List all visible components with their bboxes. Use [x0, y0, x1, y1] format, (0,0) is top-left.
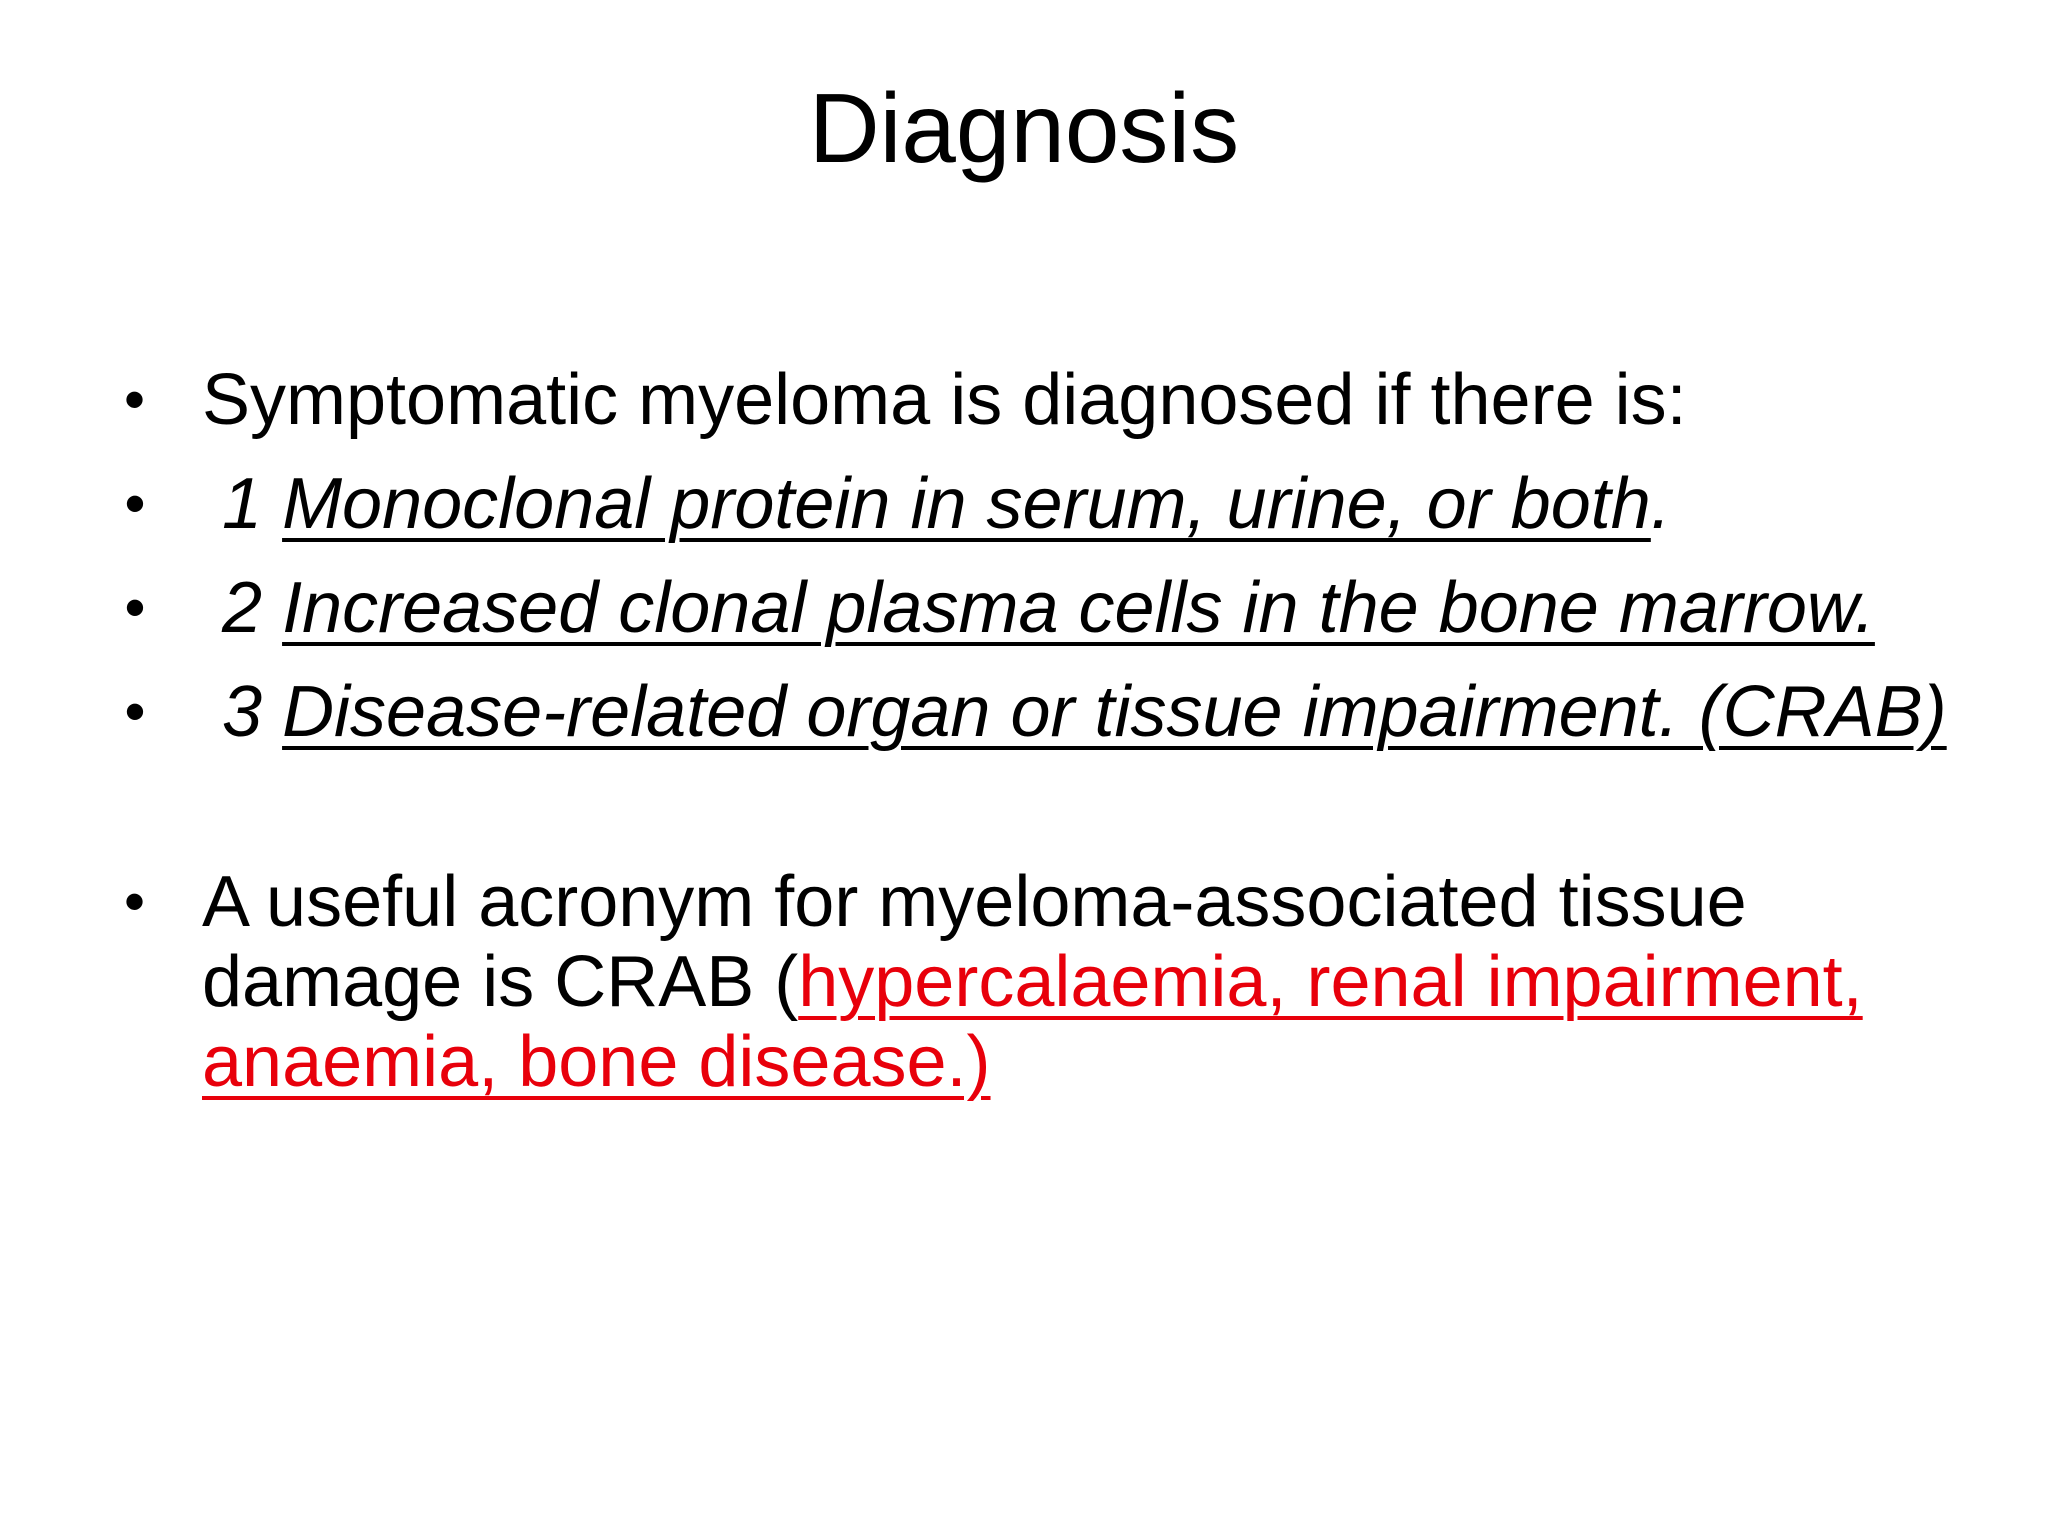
bullet-icon: •	[124, 678, 146, 745]
bullet-item-plasma-cells	[110, 568, 1970, 648]
bullet-number: 3	[202, 672, 283, 752]
bullet-text: Monoclonal protein in serum, urine, or both	[282, 464, 1651, 544]
bullet-text: Symptomatic myeloma is diagnosed if there is:	[202, 360, 1687, 440]
bullet-icon: •	[124, 574, 146, 641]
bullet-text: Increased clonal plasma cells in the bone marrow.	[282, 568, 1875, 648]
bullet-number: 2	[202, 568, 283, 648]
bullet-icon: •	[124, 366, 146, 433]
bullet-text: Disease-related organ or tissue impairment. (CRAB)	[282, 672, 1947, 752]
bullet-item-organ-impairment	[110, 672, 1970, 752]
bullet-tail: .	[1650, 464, 1671, 544]
bullet-list	[110, 360, 1970, 1126]
bullet-text: A useful acronym for myeloma-associated tissue damage is CRAB (	[202, 862, 1747, 1022]
bullet-item-monoclonal-protein	[110, 464, 1970, 544]
slide-title: Diagnosis	[808, 73, 1240, 183]
bullet-item-crab-acronym	[110, 862, 1970, 1102]
bullet-icon: •	[124, 470, 146, 537]
bullet-icon: •	[124, 868, 146, 935]
bullet-item-criteria-intro	[110, 360, 1970, 440]
crab-highlight-text: hypercalaemia, renal impairment, anaemia, bone disease.)	[202, 942, 1863, 1102]
bullet-number: 1	[202, 464, 283, 544]
